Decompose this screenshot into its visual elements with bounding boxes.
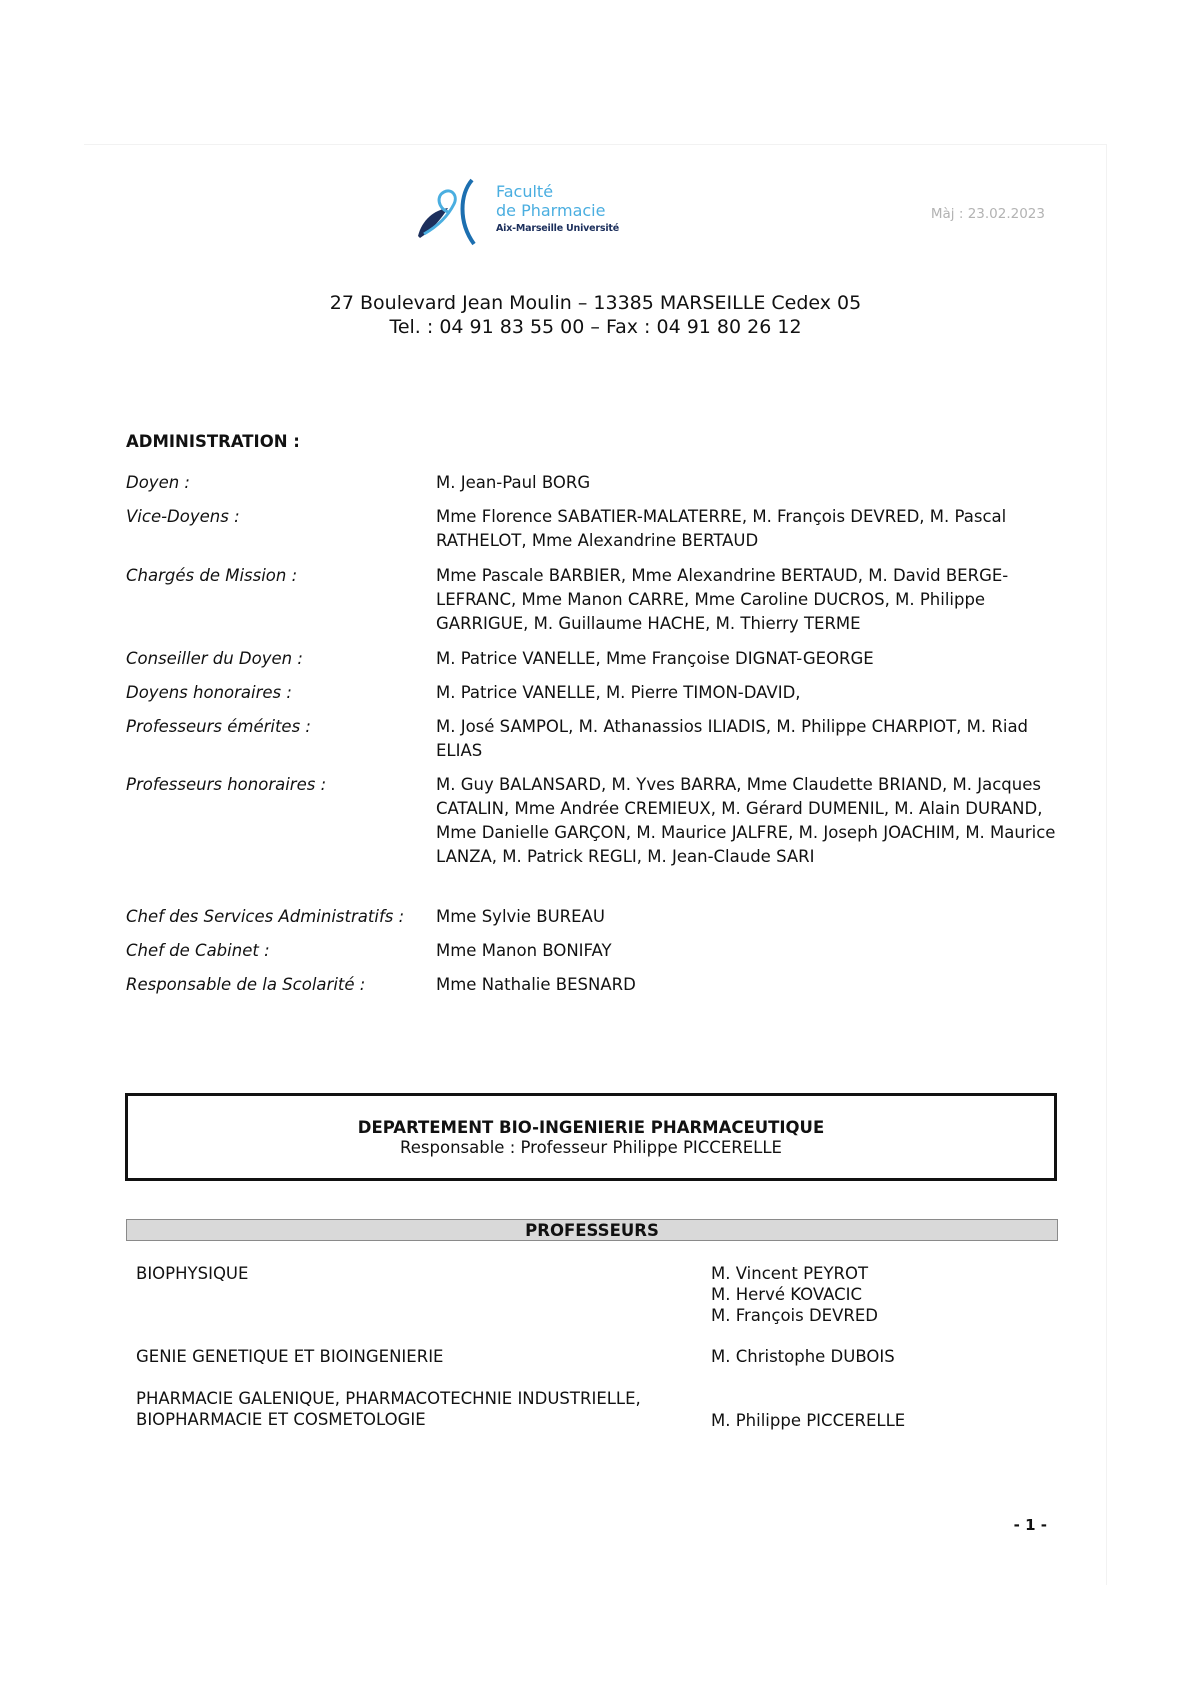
department-title: DEPARTEMENT BIO-INGENIERIE PHARMACEUTIQUE [357,1118,825,1137]
faculty-emblem-icon [412,174,492,248]
logo-line-faculte: Faculté [496,182,554,201]
admin-names: Mme Sylvie BUREAU [436,907,605,926]
admin-names: Mme Pascale BARBIER, Mme Alexandrine BERTAUD, M. David BERGE-LEFRANC, Mme Manon CARRE, Mme Caroline DUCROS, M. Philippe GARRIGUE, M. Guillaume HACHE, M. Thierry TERME [436,566,1009,633]
department-box [125,1093,1057,1181]
subject-name-line: BIOPHARMACIE ET COSMETOLOGIE [136,1410,426,1429]
admin-role: Professeurs honoraires : [126,775,327,794]
teacher-list [711,1346,1051,1367]
admin-names: Mme Nathalie BESNARD [436,975,636,994]
admin-names: M. Guy BALANSARD, M. Yves BARRA, Mme Claudette BRIAND, M. Jacques CATALIN, Mme Andrée CREMIEUX, M. Gérard DUMENIL, M. Alain DURAND, Mme Danielle GARÇON, M. Maurice JALFRE, M. Joseph JOACHIM, M. Maurice LANZA, M. Patrick REGLI, M. Jean-Claude SARI [436,775,1056,866]
subject-name-line: PHARMACIE GALENIQUE, PHARMACOTECHNIE INDUSTRIELLE, [136,1389,641,1408]
logo-line-pharmacie: de Pharmacie [496,201,606,220]
admin-names: Mme Florence SABATIER-MALATERRE, M. François DEVRED, M. Pascal RATHELOT, Mme Alexandrine BERTAUD [436,507,1007,550]
admin-role: Doyens honoraires : [126,683,292,702]
admin-names: M. Patrice VANELLE, M. Pierre TIMON-DAVID, [436,683,801,702]
teacher-list [711,1263,1051,1326]
update-date: Màj : 23.02.2023 [930,206,1045,222]
logo-text [496,182,619,234]
admin-names: M. Patrice VANELLE, Mme Françoise DIGNAT-GEORGE [436,649,874,668]
admin-role: Chargés de Mission : [126,566,298,585]
teacher-name: M. Philippe PICCERELLE [711,1411,906,1430]
teacher-name: M. François DEVRED [711,1306,878,1325]
subject-name-line: BIOPHYSIQUE [136,1264,249,1283]
teacher-name: M. Christophe DUBOIS [711,1347,895,1366]
admin-role: Responsable de la Scolarité : [126,975,366,994]
page-number: - 1 - [1013,1516,1047,1534]
logo-line-university: Aix-Marseille Université [496,223,619,234]
admin-names: Mme Manon BONIFAY [436,941,612,960]
teacher-list [711,1410,1051,1431]
admin-role: Professeurs émérites : [126,717,311,736]
faculty-logo [412,174,642,248]
admin-names: M. Jean-Paul BORG [436,473,591,492]
department-responsable: Responsable : Professeur Philippe PICCERELLE [400,1138,782,1157]
administration-title: ADMINISTRATION : [126,432,300,451]
subject-name [136,1346,696,1367]
subject-name-line: GENIE GENETIQUE ET BIOINGENIERIE [136,1347,444,1366]
admin-role: Chef des Services Administratifs : [126,907,405,926]
admin-role: Conseiller du Doyen : [126,649,303,668]
professeurs-header: PROFESSEURS [126,1219,1058,1241]
teacher-name: M. Vincent PEYROT [711,1264,869,1283]
phone-fax-line: Tel. : 04 91 83 55 00 – Fax : 04 91 80 26 12 [389,316,802,338]
admin-role: Vice-Doyens : [126,507,240,526]
admin-names: M. José SAMPOL, M. Athanassios ILIADIS, M. Philippe CHARPIOT, M. Riad ELIAS [436,717,1029,760]
admin-role: Doyen : [126,473,190,492]
subject-name [136,1263,696,1284]
subject-name [136,1388,696,1430]
address-line: 27 Boulevard Jean Moulin – 13385 MARSEILLE Cedex 05 [329,292,862,314]
admin-role: Chef de Cabinet : [126,941,270,960]
teacher-name: M. Hervé KOVACIC [711,1285,862,1304]
